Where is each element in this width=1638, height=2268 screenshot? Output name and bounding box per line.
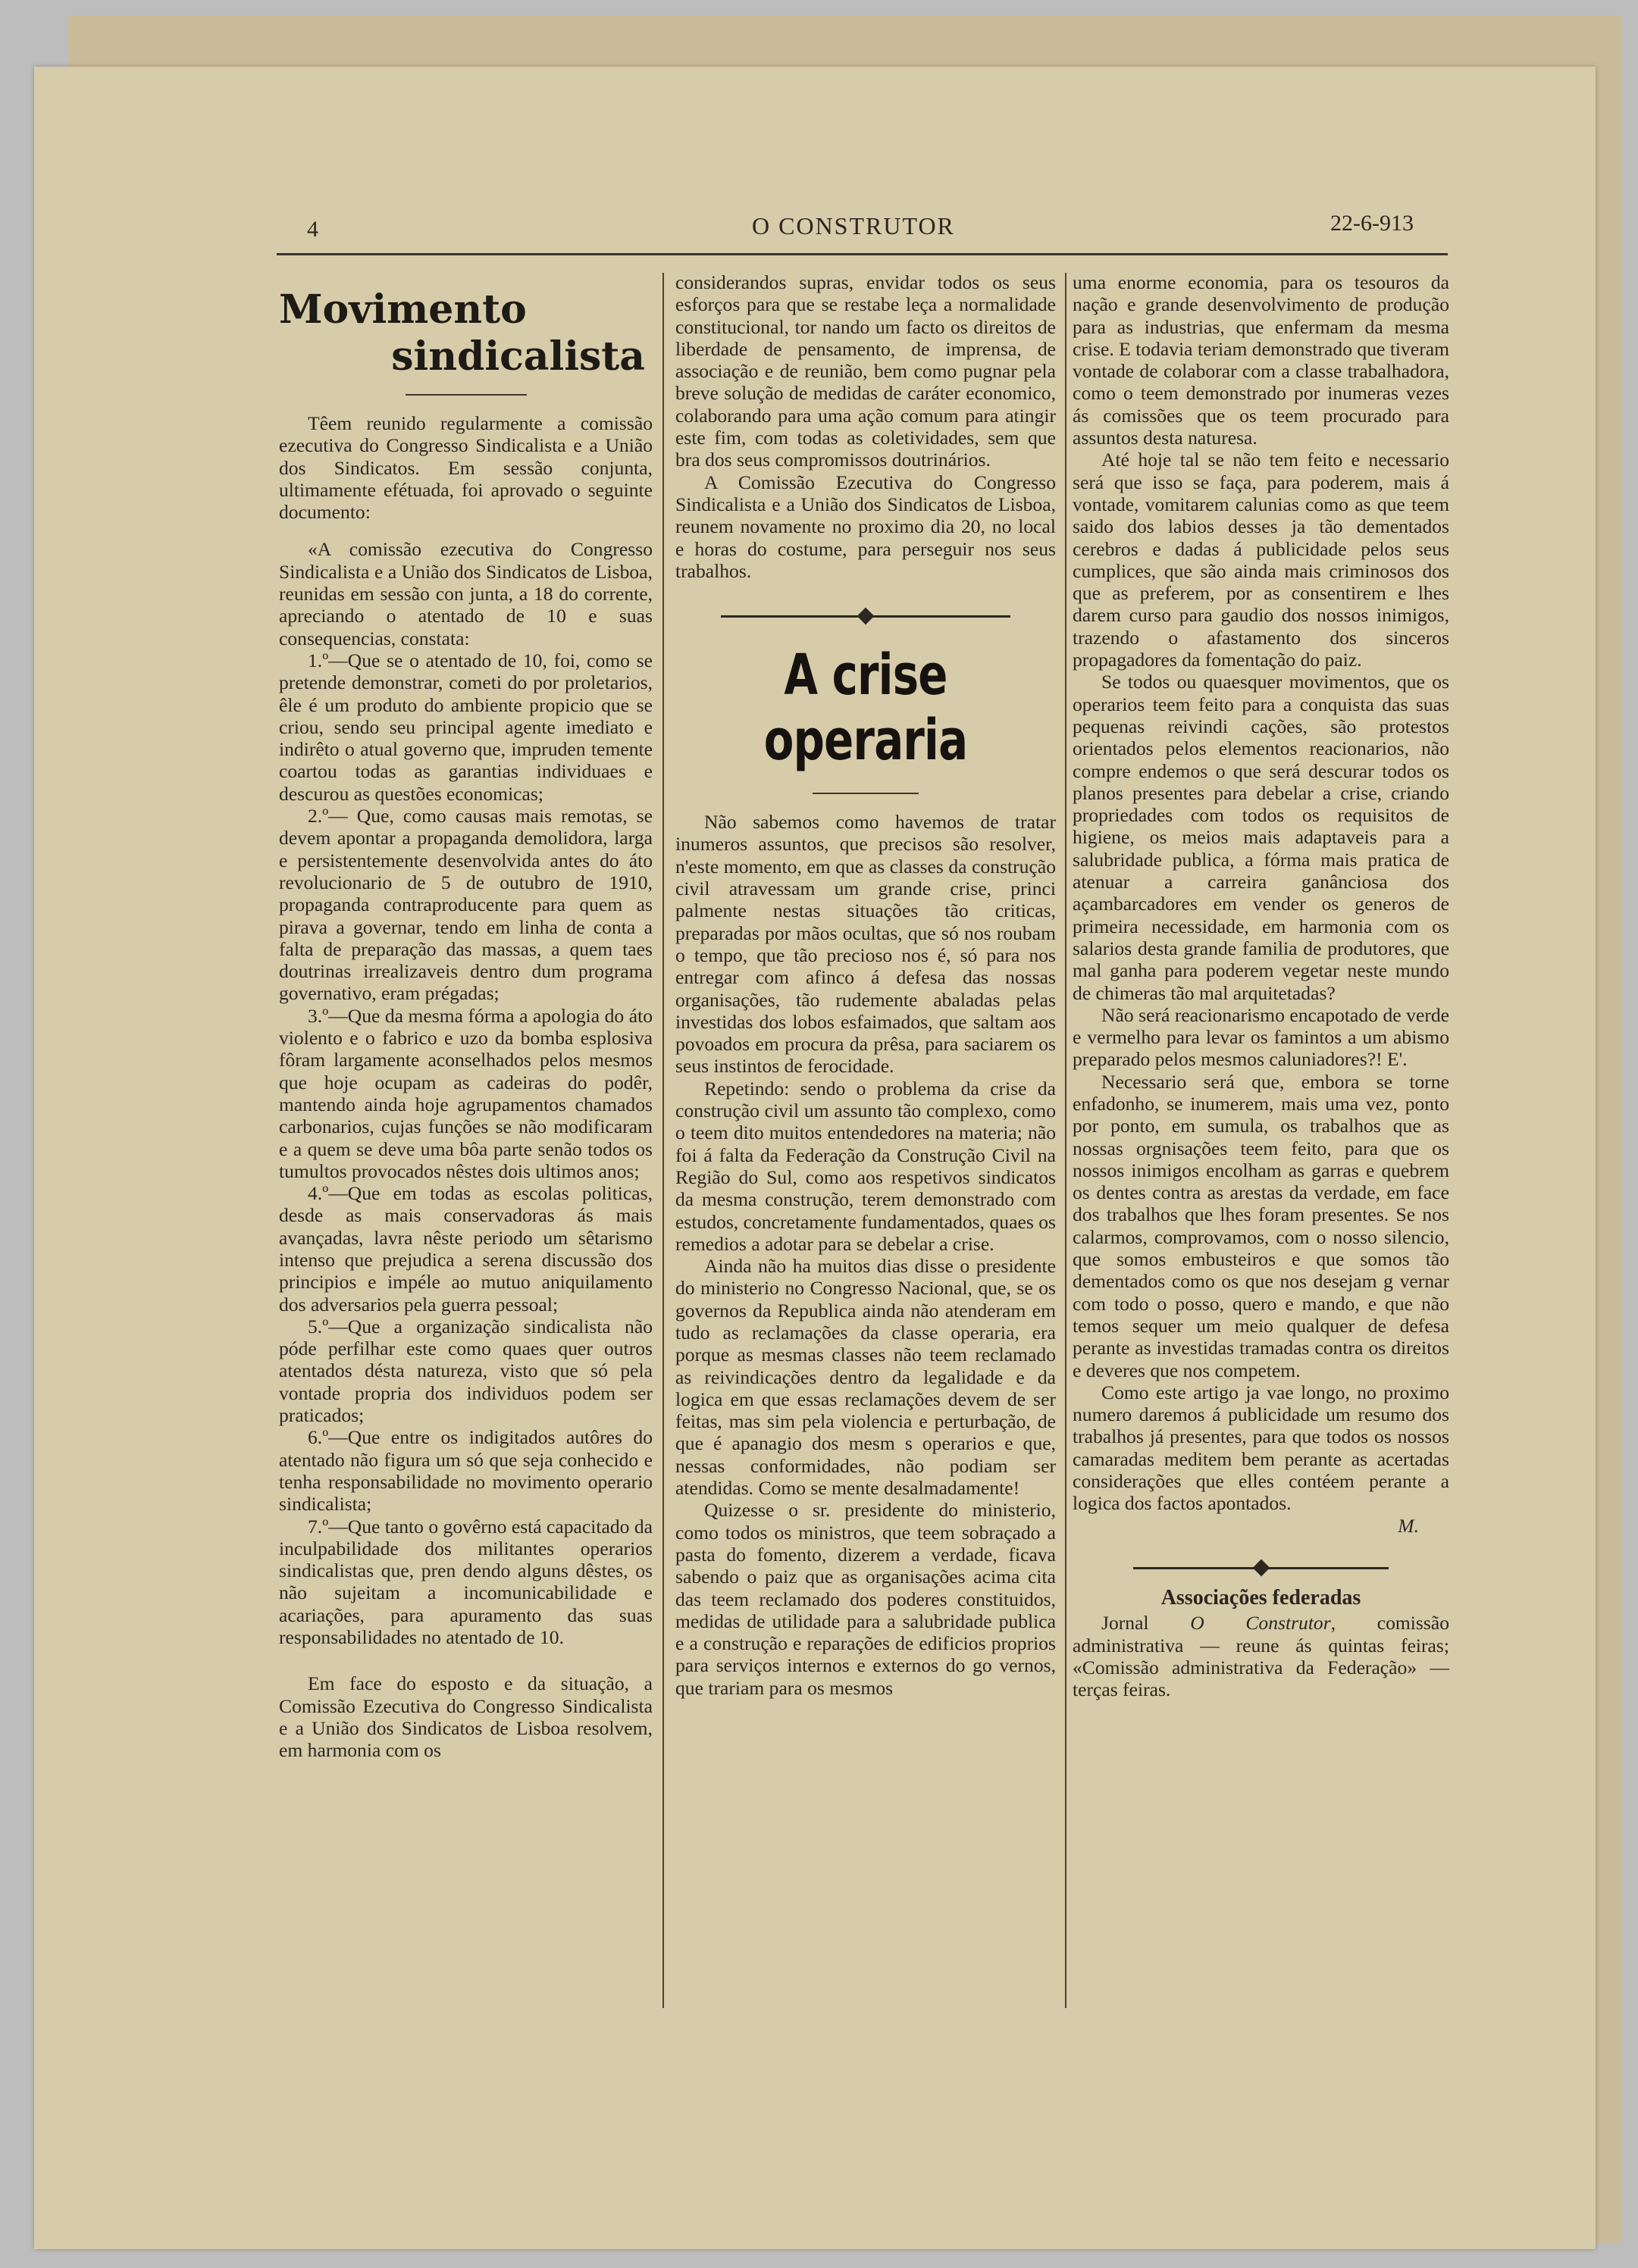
paragraph: Não será reacionarismo encapotado de verde e vermelho para levar os famintos a um abismo preparado pelos mesmos caluniadores?! E'. <box>1073 1003 1449 1071</box>
page-number: 4 <box>307 217 318 242</box>
notice-text: Jornal <box>1101 1612 1191 1635</box>
author-signature: M. <box>1398 1514 1419 1537</box>
paragraph: «A comissão ezecutiva do Congresso Sindicalista e a União dos Sindicatos de Lisboa, reunidas em sessão con junta, a 18 do corrente, apreciando o atentado de 10 e suas consequencias, constata: <box>279 538 653 649</box>
publication-name: O CONSTRUTOR <box>752 212 955 239</box>
issue-date: 22-6-913 <box>1330 211 1414 236</box>
paragraph: Não sabemos como havemos de tratar inumeros assuntos, que precisos são resolver, n'este momento, em que as classes da construção civil atravessam um grande crise, princi palmente nestas situações tão criticas, preparadas por mãos ocultas, que só nos roubam o tempo, que tão precioso nos é, só para nos entregar com afinco á defesa das nossas organisações, tão rudemente abaladas pelas investidas dos lobos esfaimados, que saltam aos povoados em procura da prêsa, para saciarem os seus instintos de ferocidade. <box>675 811 1056 1078</box>
section-ornament <box>1073 1559 1449 1576</box>
paragraph: Têem reunido regularmente a comissão ezecutiva do Congresso Sindicalista e a União dos Sindicatos. Em sessão conjunta, ultimamente efétuada, foi aprovado o seguinte documento: <box>279 412 653 524</box>
section-heading: Associações federadas <box>1160 1585 1361 1609</box>
paragraph: 4.º—Que em todas as escolas politicas, desde as mais conservadoras ás mais avançadas, lavra nêste periodo um sêtarismo intenso que prejudica a serena discussão dos principios e impéle ao mutuo aniquilamento dos adversarios pela guerra pessoal; <box>279 1182 653 1315</box>
section-ornament <box>675 608 1056 624</box>
paragraph: 6.º—Que entre os indigitados autôres do atentado não figura um só que seja conhecido e tenha responsabilidade no movimento operario sindicalista; <box>279 1426 653 1516</box>
paragraph: A Comissão Ezecutiva do Congresso Sindicalista e a União dos Sindicatos de Lisboa, reunem novamente no proximo dia 20, no local e horas do costume, para perseguir nos seus trabalhos. <box>675 471 1056 582</box>
article-title-line1: Movimento <box>279 286 527 333</box>
paragraph: Repetindo: sendo o problema da crise da construção civil um assunto tão complexo, como o teem dito muitos entendedores na materia; não foi á falta da Federação da Construção Civil na Região do Sul, como aos respetivos sindicatos da mesma construção, terem demonstrado com estudos, concretamente fundamentados, quaes os remedios a adotar para se debelar a crise. <box>675 1077 1056 1255</box>
paragraph: 3.º—Que da mesma fórma a apologia do áto violento e o fabrico e uzo da bomba esplosiva fôram largamente aconselhados pelos mesmos que hoje ocupam as cadeiras do podêr, mantendo ainda hoje agrupamentos chamados carbonarios, cujas funções se não modificaram e a quem se deve uma bôa parte senão todos os tumultos provocados nêstes dois ultimos anos; <box>279 1004 653 1182</box>
paragraph: 7.º—Que tanto o govêrno está capacitado da inculpabilidade dos militantes operarios sindicalistas que, pren dendo alguns dêstes, os não sujeitam a incomunicabilidade e acariações, para apuramento das suas responsabilidades no atentado de 10. <box>279 1515 653 1649</box>
paragraph: Se todos ou quaesquer movimentos, que os operarios teem feito para a conquista das suas pequenas reivindi cações, são protestos orientados pelos elementos reacionarios, não compre endemos o que será descurar todos os planos presentes para debelar a crise, criando propriedades com todos os requisitos de higiene, os meios mais adaptaveis para a salubridade publica, a fórma mais pratica de atenuar a carreira ganânciosa dos açambarcadores em vender os generos de primeira necessidade, em harmonia com os salarios desta grande familia de produtores, que mal ganha para poderem vegetar neste mundo de chimeras tão mal arquitetadas? <box>1073 671 1449 1004</box>
newspaper-name: O Construtor <box>1190 1612 1331 1635</box>
column-3 <box>1073 271 1449 1700</box>
column-divider-1 <box>662 273 664 2008</box>
title-rule <box>813 793 919 794</box>
title-rule <box>406 394 527 396</box>
paragraph: Ainda não ha muitos dias disse o presidente do ministerio no Congresso Nacional, que, se os governos da Republica ainda não atenderam em tudo as reclamações da classe operaria, era porque as mesmas classes não teem reclamado as reivindicações dentro da legalidade e da logica em que essas reclamações devem de ser feitas, mas sim pela violencia e perturbação, de que é apanagio dos mesm s operarios e que, nessas conformidades, não podiam ser atendidas. Como se mente desalmadamente! <box>675 1255 1056 1500</box>
column-divider-2 <box>1065 273 1066 2008</box>
paragraph: Em face do esposto e da situação, a Comissão Ezecutiva do Congresso Sindicalista e a União dos Sindicatos de Lisboa resolvem, em harmonia com os <box>279 1672 653 1762</box>
column-1 <box>279 286 653 1762</box>
paragraph: Necessario será que, embora se torne enfadonho, se inumerem, mais uma vez, ponto por ponto, em sumula, os trabalhos que as nossas orgnisações teem feito, para que os nossos inimigos encolham as garras e quebrem os dentes contra as arestas da verdade, em face dos trabalhos que lhes foram presentes. Se nos calarmos, comprovamos, com o nosso silencio, que somos embusteiros e que somos tão dementados como os que nos desejam g vernar com todo o posso, quero e mando, e que não temos sequer um meio qualquer de defesa perante as investidas tramadas contra os direitos e deveres que nos competem. <box>1073 1070 1449 1381</box>
header-rule <box>277 253 1448 255</box>
paragraph: considerandos supras, envidar todos os seus esforços para que se restabe leça a normalidade constitucional, tor nando um facto os direitos de liberdade de pensamento, de imprensa, de associação e de reunião, bem como pugnar pela breve solução de medidas de caráter economico, colaborando para uma ação comum para atingir este fim, com todas as coletividades, sem que bra dos seus compromissos doutrinários. <box>675 271 1056 471</box>
notice-text: , comissão administrativa — reune ás quintas feiras; «Comissão administrativa da Federação» — terças feiras. <box>1073 1612 1449 1701</box>
paragraph: Até hoje tal se não tem feito e necessario será que isso se faça, para poderem, mais á vontade, vomitarem calunias como as que teem saido dos labios desses ja tão dementados cerebros e dadas á publicidade pelos seus cumplices, que são ainda mais criminosos dos que as preferem, por as consentirem e lhes darem curso para gaudio dos nossos inimigos, trazendo o afastamento dos sinceros propagadores da fomentação do paiz. <box>1073 449 1449 671</box>
notice-paragraph <box>1073 1612 1449 1700</box>
paragraph: 1.º—Que se o atentado de 10, foi, como se pretende demonstrar, cometi do por proletarios, êle é um produto do ambiente propicio que se criou, sendo seu principal agente imediato e indirêto o atual governo que, impruden temente coartou todas as garantias individuaes e descurou as questões economicas; <box>279 649 653 805</box>
paragraph: Como este artigo ja vae longo, no proximo numero daremos á publicidade um resumo dos trabalhos já presentes, para que todos os nossos camaradas meditem bem perante as acertadas considerações que elles contéem perante a logica dos factos apontados. <box>1073 1381 1449 1515</box>
article-title: A crise operaria <box>763 643 968 774</box>
paragraph: uma enorme economia, para os tesouros da nação e grande desenvolvimento de produção para as industrias, que enfermam da mesma crise. E todavia teriam demonstrado que tiveram vontade de colaborar com a classe trabalhadora, como o teem demonstrado por inumeras vezes ás comissões que os teem procurado para assuntos desta naturesa. <box>1073 271 1449 449</box>
column-2 <box>675 271 1056 1699</box>
paragraph: 5.º—Que a organização sindicalista não póde perfilhar este como quaes quer outros atentados désta natureza, visto que só pela vontade propria dos individuos podem ser praticados; <box>279 1315 653 1427</box>
paragraph: 2.º— Que, como causas mais remotas, se devem apontar a propaganda demolidora, larga e persistentemente desenvolvida antes do áto revolucionario de 5 de outubro de 1910, propaganda contraproducente para quem as pirava a governar, tendo em linha de conta a falta de preparação das massas, a quem taes doutrinas irrealizaveis dentro dum programa governativo, eram prégadas; <box>279 805 653 1005</box>
article-title-line2: sindicalista <box>391 333 645 380</box>
paragraph: Quizesse o sr. presidente do ministerio, como todos os ministros, que teem sobraçado a pasta do fomento, dizerem a verdade, ficava sabendo o paiz que as organisações acima cita das teem reclamado dos poderes constituidos, medidas de utilidade para a salubridade publica e a construção e reparações de edificios proprios para serviços internos e externos do go vernos, que trariam para os mesmos <box>675 1499 1056 1699</box>
